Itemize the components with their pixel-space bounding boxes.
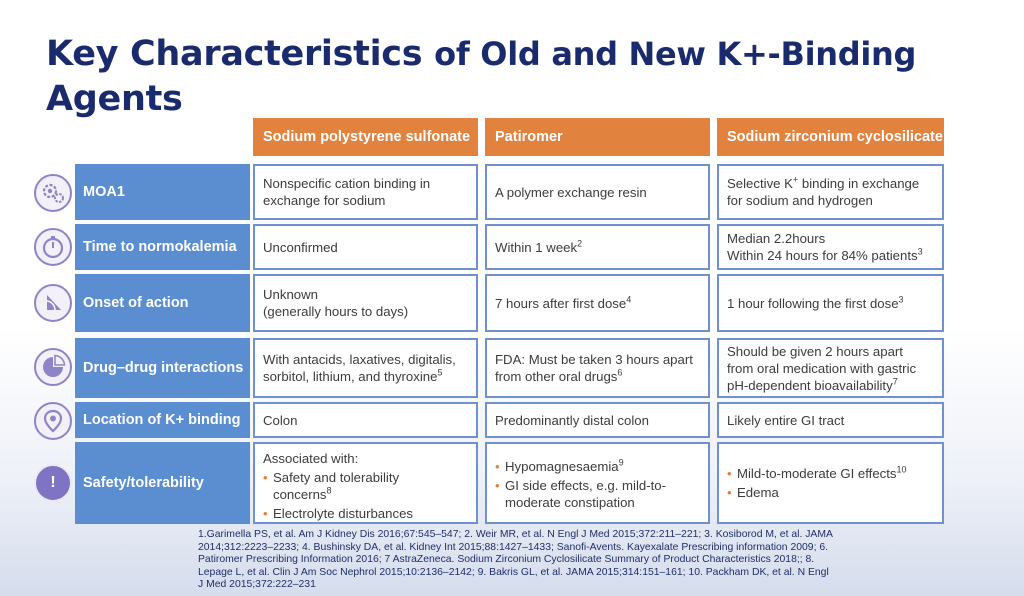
cell-safety-patiromer [485,442,710,524]
column-header-szc: Sodium zirconium cyclosilicate [717,118,944,156]
column-header-patiromer: Patiromer [485,118,710,156]
angle-icon [34,284,72,322]
exclamation-icon: ! [34,464,72,502]
cell-time-sps: Unconfirmed [253,224,478,270]
list-item: • Mild-to-moderate GI effects$^{10}$ [727,465,934,482]
cell-onset-sps: Unknown (generally hours to days) [253,274,478,332]
list-item: • Hypomagnesaemia$^9$ [495,458,700,475]
cell-ddi-patiromer: FDA: Must be taken 3 hours apart from other oral drugs$^6$ [485,338,710,398]
list-item: • Safety and tolerability concerns$^8$ [263,469,468,503]
cell-moa-patiromer: A polymer exchange resin [485,164,710,220]
title-part-3: Agents [46,79,183,119]
cell-time-szc: Median 2.2hours Within 24 hours for 84% patients$^3$ [717,224,944,270]
row-label-safety: Safety/tolerability [75,442,250,524]
slide-title [46,32,1006,122]
pie-chart-icon [34,348,72,386]
cell-time-patiromer: Within 1 week$^2$ [485,224,710,270]
cell-location-sps: Colon [253,402,478,438]
cell-location-szc: Likely entire GI tract [717,402,944,438]
references-footnote: 1.Garimella PS, et al. Am J Kidney Dis 2016;67:545–547; 2. Weir MR, et al. N Engl J Med 2015;372:211–221; 3. Kosiborod M, et al. JAMA 2014;312:2223–2233; 4. Bushinsky DA, et al. Kidney Int 2015;88:1427–1433; Sanofi-Avents. Kayexalate Prescribing information 2009; 6. Patiromer Prescribing Information 2016; 7 AstraZeneca. Sodium Zirconium Cyclosilicate Summary of Product Characteristics 2018;; 8. Lepage L, et al. Clin J Am Soc Nephrol 2015;10:2136–2142; 9. Bakris GL, et al. JAMA 2015;314:151–161; 10. Packham DK, et al. N Engl J Med 2015;372:222–231 [198,529,833,591]
title-part-2: of Old and New K+-Binding [434,35,917,73]
column-header-sps: Sodium polystyrene sulfonate [253,118,478,156]
cell-safety-szc [717,442,944,524]
cell-onset-patiromer: 7 hours after first dose$^4$ [485,274,710,332]
row-label-time-to-normokalemia: Time to normokalemia [75,224,250,270]
title-part-1: Key Characteristics [46,34,423,74]
location-pin-icon [34,402,72,440]
list-item: • Edema [727,484,934,501]
cell-moa-sps: Nonspecific cation binding in exchange for sodium [253,164,478,220]
row-label-drug-drug-interactions: Drug–drug interactions [75,338,250,398]
stopwatch-icon [34,228,72,266]
list-item: • Electrolyte disturbances [263,505,468,522]
cell-ddi-sps: With antacids, laxatives, digitalis, sorbitol, lithium, and thyroxine$^5$ [253,338,478,398]
cell-ddi-szc: Should be given 2 hours apart from oral medication with gastric pH-dependent bioavailability$^7$ [717,338,944,398]
list-item: • GI side effects, e.g. mild-to- moderate constipation [495,477,700,511]
cell-moa-szc: Selective K+ binding in exchange for sodium and hydrogen [717,164,944,220]
cell-onset-szc: 1 hour following the first dose$^3$ [717,274,944,332]
cell-location-patiromer: Predominantly distal colon [485,402,710,438]
row-label-onset-of-action: Onset of action [75,274,250,332]
gears-icon [34,174,72,212]
row-label-location: Location of K+ binding [75,402,250,438]
cell-safety-sps: Associated with: • Safety and tolerability concerns$^8$ • Electrolyte disturbances [253,442,478,524]
row-label-moa: MOA1 [75,164,250,220]
